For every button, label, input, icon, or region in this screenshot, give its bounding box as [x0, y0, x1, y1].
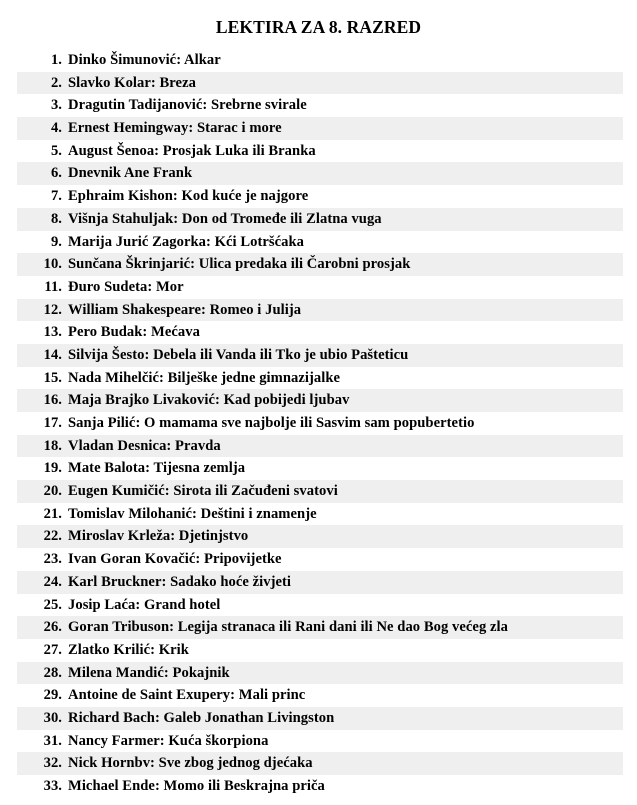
- list-item: [17, 299, 623, 322]
- list-item-title: Richard Bach: Galeb Jonathan Livingston: [68, 709, 335, 726]
- list-item-title: Karl Bruckner: Sadako hoće živjeti: [68, 573, 292, 590]
- list-item-title: Eugen Kumičić: Sirota ili Začuđeni svatovi: [68, 483, 338, 500]
- list-item-title: Ernest Hemingway: Starac i more: [68, 120, 282, 137]
- list-item-number: 32.: [43, 755, 62, 772]
- list-item-number: 26.: [43, 619, 62, 636]
- list-item-title: August Šenoa: Prosjak Luka ili Branka: [68, 142, 316, 159]
- list-item-title: Pero Budak: Mećava: [68, 324, 200, 341]
- list-item-number: 17.: [43, 415, 62, 431]
- list-item: [17, 162, 623, 185]
- list-item: [17, 344, 623, 367]
- reading-list: [17, 49, 623, 798]
- list-item-title: Nick Hornbv: Sve zbog jednog djećaka: [68, 755, 313, 772]
- list-item-number: 7.: [50, 188, 62, 205]
- list-item-title: William Shakespeare: Romeo i Julija: [68, 301, 302, 318]
- list-item-title: Goran Tribuson: Legija stranaca ili Rani dani ili Ne dao Bog većeg zla: [68, 619, 508, 636]
- list-item: [17, 72, 623, 95]
- list-item: [17, 662, 623, 685]
- list-item: [17, 253, 623, 276]
- list-item-number: 14.: [43, 346, 62, 363]
- list-item-title: Zlatko Krilić: Krik: [68, 641, 189, 658]
- list-item: [17, 185, 623, 208]
- list-item-title: Milena Mandić: Pokajnik: [68, 664, 230, 681]
- list-item: [17, 457, 623, 480]
- list-item: [17, 775, 623, 798]
- list-item-title: Nada Mihelčić: Bilješke jedne gimnazijalke: [68, 369, 341, 386]
- list-item-title: Višnja Stahuljak: Don od Tromeđe ili Zlatna vuga: [68, 210, 382, 227]
- list-item: [17, 503, 623, 526]
- list-item-number: 10.: [43, 256, 62, 273]
- list-item-title: Vladan Desnica: Pravda: [68, 437, 221, 454]
- list-item-number: 33.: [43, 778, 62, 794]
- list-item-number: 1.: [50, 52, 62, 68]
- list-item-number: 5.: [50, 142, 62, 159]
- list-item-number: 28.: [43, 664, 62, 681]
- list-item-title: Marija Jurić Zagorka: Kći Lotršćaka: [68, 233, 305, 250]
- list-item-number: 15.: [43, 369, 62, 386]
- list-item-number: 8.: [50, 210, 62, 227]
- list-item-number: 2.: [50, 74, 62, 91]
- list-item-title: Dnevnik Ane Frank: [68, 165, 193, 182]
- list-item-title: Michael Ende: Momo ili Beskrajna priča: [68, 778, 325, 794]
- list-item: [17, 276, 623, 299]
- list-item-title: Antoine de Saint Exupery: Mali princ: [68, 687, 306, 704]
- list-item-title: Dinko Šimunović: Alkar: [68, 52, 221, 68]
- list-item: [17, 208, 623, 231]
- list-item: [17, 367, 623, 390]
- list-item: [17, 140, 623, 163]
- list-item-title: Nancy Farmer: Kuća škorpiona: [68, 732, 269, 749]
- list-item-number: 16.: [43, 392, 62, 409]
- list-item-title: Silvija Šesto: Debela ili Vanda ili Tko je ubio Pašteticu: [68, 346, 409, 363]
- list-item: [17, 571, 623, 594]
- list-item: [17, 616, 623, 639]
- list-item-title: Ivan Goran Kovačić: Pripovijetke: [68, 551, 282, 568]
- list-item: [17, 707, 623, 730]
- list-item: [17, 412, 623, 435]
- list-item: [17, 594, 623, 617]
- list-item-number: 30.: [43, 709, 62, 726]
- list-item: [17, 752, 623, 775]
- list-item: [17, 49, 623, 72]
- list-item: [17, 548, 623, 571]
- list-item-number: 23.: [43, 551, 62, 568]
- list-item-title: Miroslav Krleža: Djetinjstvo: [68, 528, 249, 545]
- list-item-number: 3.: [50, 97, 62, 114]
- list-item-title: Dragutin Tadijanović: Srebrne svirale: [68, 97, 307, 114]
- list-item-title: Josip Laća: Grand hotel: [68, 596, 221, 613]
- list-item-number: 31.: [43, 732, 62, 749]
- list-item-title: Slavko Kolar: Breza: [68, 74, 196, 91]
- list-item: [17, 117, 623, 140]
- list-item: [17, 525, 623, 548]
- list-item-number: 13.: [43, 324, 62, 341]
- list-item: [17, 321, 623, 344]
- list-item-number: 27.: [43, 641, 62, 658]
- list-item-number: 9.: [50, 233, 62, 250]
- list-item: [17, 684, 623, 707]
- list-item-number: 25.: [43, 596, 62, 613]
- list-item-number: 4.: [50, 120, 62, 137]
- list-item: [17, 389, 623, 412]
- list-item-number: 6.: [50, 165, 62, 182]
- list-item: [17, 94, 623, 117]
- list-item: [17, 730, 623, 753]
- list-item-title: Sanja Pilić: O mamama sve najbolje ili Sasvim sam popubertetio: [68, 415, 475, 431]
- list-item-title: Sunčana Škrinjarić: Ulica predaka ili Čarobni prosjak: [68, 256, 411, 273]
- list-item-number: 21.: [43, 505, 62, 522]
- list-item-title: Maja Brajko Livaković: Kad pobijedi ljubav: [68, 392, 350, 409]
- list-item-title: Đuro Sudeta: Mor: [68, 278, 184, 295]
- list-item-number: 12.: [43, 301, 62, 318]
- list-item-number: 19.: [43, 460, 62, 477]
- list-item-number: 20.: [43, 483, 62, 500]
- page-title: LEKTIRA ZA 8. RAZRED: [215, 17, 422, 37]
- list-item-number: 18.: [43, 437, 62, 454]
- list-item-title: Mate Balota: Tijesna zemlja: [68, 460, 246, 477]
- list-item-number: 24.: [43, 573, 62, 590]
- list-item-title: Ephraim Kishon: Kod kuće je najgore: [68, 188, 309, 205]
- list-item: [17, 231, 623, 254]
- list-item: [17, 435, 623, 458]
- list-item: [17, 639, 623, 662]
- list-item-number: 29.: [43, 687, 62, 704]
- list-item: [17, 480, 623, 503]
- list-item-number: 22.: [43, 528, 62, 545]
- list-item-number: 11.: [44, 278, 62, 295]
- list-item-title: Tomislav Milohanić: Deštini i znamenje: [68, 505, 317, 522]
